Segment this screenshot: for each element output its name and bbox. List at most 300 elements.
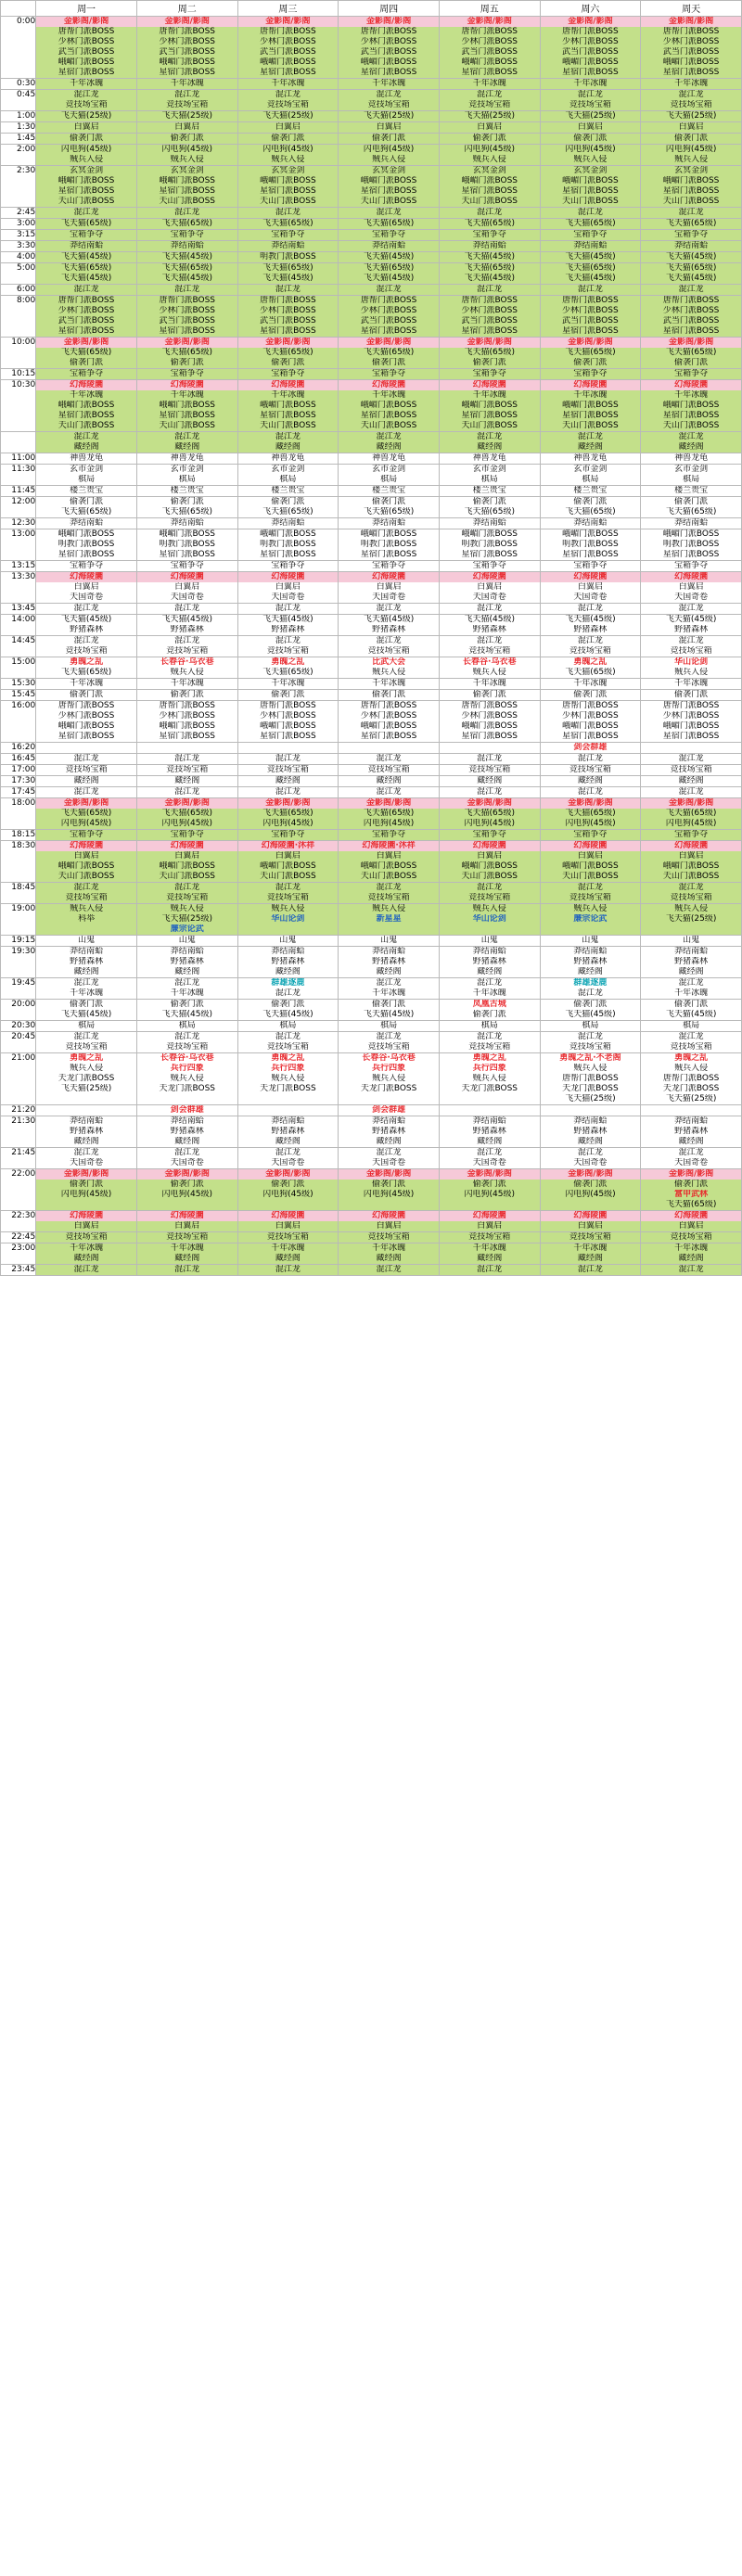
schedule-cell [36,497,137,518]
event-label: 混江龙 [376,883,402,892]
schedule-cell [237,369,339,380]
table-row [1,657,742,679]
event-label: 飞天猫(65级) [262,348,313,357]
event-label: 偷袭门派 [472,358,506,367]
schedule-cell [339,657,440,679]
schedule-cell [136,1105,237,1116]
event-label: 混江龙 [678,1148,704,1157]
schedule-cell [36,1148,137,1169]
event-label: 幻海陵圜 [339,572,439,582]
event-label: 峨嵋门派BOSS [360,401,417,410]
event-label: 少林门派BOSS [562,711,619,721]
event-label: 明教门派BOSS [260,252,316,261]
event-label: 混江龙 [73,978,99,988]
event-label: 峨嵋门派BOSS [662,176,720,185]
schedule-cell [136,604,237,615]
event-label [36,743,136,753]
schedule-cell [641,615,742,636]
schedule-cell [237,17,339,79]
schedule-cell [540,219,641,230]
event-label: 金影阁/影阁 [541,1169,641,1180]
schedule-cell [237,561,339,572]
schedule-cell [136,978,237,1000]
event-label: 金影阁/影阁 [137,1169,237,1180]
event-label: 棋局 [78,475,96,484]
schedule-cell [136,754,237,765]
event-label: 飞天猫(45级) [262,615,313,624]
event-label: 飞天猫(45级) [363,274,415,283]
schedule-cell [641,285,742,296]
event-label: 峨嵋门派BOSS [662,721,720,731]
event-label: 竞技场宝箱 [65,1232,108,1242]
event-label: 金影阁/影阁 [36,1169,136,1180]
event-label: 混江龙 [174,604,200,613]
schedule-cell [339,1265,440,1276]
schedule-cell [439,145,540,166]
event-label: 少林门派BOSS [159,711,215,721]
event-label: 混江龙 [577,1265,603,1274]
event-label: 贼兵入侵 [472,1074,506,1083]
event-label: 天山门派BOSS [461,872,518,881]
table-row [1,529,742,561]
event-label: 唐帮门派BOSS [662,27,720,36]
event-label: 混江龙 [174,754,200,763]
event-label: 星宿门派BOSS [562,411,619,420]
schedule-cell [339,111,440,122]
schedule-cell [36,1032,137,1053]
event-label: 莽结南蛤 [70,518,104,528]
time-label: 0:30 [1,79,36,90]
schedule-cell [540,701,641,743]
schedule-cell [641,636,742,657]
event-label: 飞天猫(65级) [60,809,112,818]
event-label: 唐帮门派BOSS [159,27,215,36]
event-label: 藏经阁 [174,776,200,785]
schedule-cell [36,657,137,679]
schedule-cell [641,1021,742,1032]
event-label: 竞技场宝箱 [65,1042,108,1052]
schedule-cell [237,380,339,432]
table-row [1,338,742,369]
table-row [1,453,742,465]
event-label: 偷袭门派 [573,358,608,367]
event-label: 贼兵入侵 [70,904,104,913]
schedule-cell [36,219,137,230]
event-label: 宝箱争夺 [573,830,608,839]
time-label: 16:45 [1,754,36,765]
event-label: 千年冰魄 [372,1243,406,1253]
event-label: 混江龙 [477,90,503,99]
time-label: 2:30 [1,166,36,208]
schedule-cell [339,679,440,690]
event-label: 混江龙 [477,636,503,645]
event-label: 宝箱争夺 [674,561,709,570]
event-label: 少林门派BOSS [662,37,720,46]
event-label: 幻海陵圜 [541,380,641,390]
schedule-cell [237,830,339,841]
schedule-cell [237,765,339,776]
schedule-cell [36,615,137,636]
event-label: 竞技场宝箱 [266,765,309,774]
event-label: 偷袭门派 [472,1010,506,1019]
event-label: 峨嵋门派BOSS [662,401,720,410]
schedule-cell [237,1105,339,1116]
event-label: 唐帮门派BOSS [260,701,316,710]
schedule-cell [339,122,440,134]
event-label: 莽结南蛤 [573,947,608,956]
event-label: 神兽龙龟 [472,453,506,463]
schedule-cell [36,230,137,241]
schedule-cell [237,166,339,208]
schedule-cell [237,947,339,978]
schedule-cell [339,465,440,486]
event-label: 勇魄之乱·不老阁 [559,1053,621,1063]
event-label: 混江龙 [577,883,603,892]
event-label: 天山门派BOSS [159,872,215,881]
event-label: 千年冰魄 [70,679,104,688]
schedule-cell [136,380,237,432]
event-label: 玄市金剑 [170,465,204,474]
event-label: 混江龙 [477,1265,503,1274]
schedule-cell [339,208,440,219]
event-label: 闪电狗(45级) [161,1190,212,1199]
schedule-cell [339,690,440,701]
schedule-cell [339,1232,440,1243]
event-label: 偷袭门派 [70,1000,104,1009]
event-label: 长春谷·乌衣巷 [160,657,214,667]
event-label: 混江龙 [678,754,704,763]
event-label: 混江龙 [678,636,704,645]
event-label: 莽结南蛤 [271,518,305,528]
event-label: 玄市金剑 [472,465,506,474]
time-label: 6:00 [1,285,36,296]
event-label: 棋局 [178,1021,196,1030]
event-label: 千年冰魄 [372,988,406,998]
schedule-cell [136,561,237,572]
event-label: 唐帮门派BOSS [562,296,619,305]
event-label: 少林门派BOSS [360,37,417,46]
event-label: 混江龙 [678,787,704,797]
schedule-cell [540,936,641,947]
time-label: 21:00 [1,1053,36,1105]
schedule-cell [339,787,440,798]
event-label: 混江龙 [678,90,704,99]
event-label: 神兽龙龟 [674,453,709,463]
event-label: 混江龙 [275,883,301,892]
schedule-cell [540,947,641,978]
event-label: 武当门派BOSS [461,316,518,325]
event-label: 莽结南蛤 [70,1116,104,1126]
event-label: 混江龙 [577,208,603,217]
schedule-cell [36,841,137,883]
schedule-cell [237,1053,339,1105]
schedule-cell [339,145,440,166]
event-label: 山鬼 [582,936,599,945]
event-label: 峨嵋门派BOSS [159,861,215,871]
event-label [238,1105,339,1116]
event-label: 飞天猫(45级) [464,274,515,283]
event-label: 混江龙 [577,754,603,763]
event-label: 星宿门派BOSS [360,68,417,77]
event-label: 竞技场宝箱 [468,1042,511,1052]
event-label: 飞天猫(65级) [363,263,415,273]
event-label: 飞天猫(65级) [565,263,616,273]
table-row [1,241,742,252]
table-row [1,572,742,604]
event-label: 星宿门派BOSS [461,732,518,741]
event-label: 新星星 [376,914,402,924]
event-label: 少林门派BOSS [58,306,115,315]
time-label: 4:00 [1,252,36,263]
event-label: 明教门派BOSS [461,540,518,549]
schedule-cell [641,830,742,841]
schedule-cell [540,208,641,219]
event-label: 飞天猫(25级) [161,111,212,121]
event-label: 野猪森林 [170,957,204,966]
event-label: 偷袭门派 [271,134,305,143]
schedule-cell [540,111,641,122]
event-label: 混江龙 [577,604,603,613]
schedule-cell [540,263,641,285]
event-label: 藏经阁 [275,776,301,785]
event-label: 白翼启 [174,851,200,861]
table-row [1,776,742,787]
event-label: 峨嵋门派BOSS [260,401,316,410]
event-label: 飞天猫(25级) [565,111,616,121]
event-label: 天龙门派BOSS [260,1084,316,1093]
event-label: 天山门派BOSS [662,421,720,430]
time-label: 19:00 [1,904,36,936]
schedule-cell [641,743,742,754]
schedule-cell [439,754,540,765]
event-label: 明教门派BOSS [159,540,215,549]
event-label: 星宿门派BOSS [58,411,115,420]
schedule-cell [339,369,440,380]
event-label: 天山门派BOSS [662,197,720,206]
event-label: 棋局 [78,1021,96,1030]
schedule-cell [237,111,339,122]
schedule-cell [136,936,237,947]
event-label: 峨嵋门派BOSS [360,861,417,871]
schedule-cell [237,743,339,754]
event-label: 星宿门派BOSS [58,68,115,77]
schedule-cell [36,636,137,657]
event-label: 白翼启 [73,851,99,861]
event-label: 飞天猫(45级) [262,274,313,283]
time-label: 18:15 [1,830,36,841]
event-label: 混江龙 [73,1148,99,1157]
event-label: 野猪森林 [573,957,608,966]
event-label [238,743,339,753]
schedule-cell [641,1032,742,1053]
schedule-cell [439,615,540,636]
schedule-cell [36,432,137,453]
schedule-cell [439,1116,540,1148]
time-label: 8:00 [1,296,36,338]
event-label: 千年冰魄 [372,390,406,400]
time-label: 17:00 [1,765,36,776]
event-label: 飞天猫(25级) [464,111,515,121]
header-day-4: 周五 [439,1,540,17]
event-label: 混江龙 [376,1032,402,1041]
schedule-cell [540,134,641,145]
event-label: 宝箱争夺 [271,561,305,570]
schedule-cell [136,111,237,122]
schedule-cell [339,497,440,518]
event-label: 天山门派BOSS [58,421,115,430]
schedule-cell [540,529,641,561]
event-label: 天山门派BOSS [360,421,417,430]
event-label: 混江龙 [376,90,402,99]
schedule-cell [641,1232,742,1243]
event-label: 星宿门派BOSS [159,550,215,559]
event-label: 比武大会 [372,657,406,667]
table-row [1,615,742,636]
event-label: 混江龙 [275,988,301,998]
header-day-5: 周六 [540,1,641,17]
schedule-cell [339,776,440,787]
event-label: 唐帮门派BOSS [461,27,518,36]
event-label: 勇魄之乱 [472,1053,506,1063]
event-label: 千年冰魄 [472,79,506,88]
time-label: 19:30 [1,947,36,978]
event-label: 飞天猫(65级) [262,507,313,516]
schedule-cell [237,263,339,285]
table-row [1,252,742,263]
event-label: 星宿门派BOSS [562,550,619,559]
event-label: 贼兵入侵 [372,1074,406,1083]
event-label: 混江龙 [275,787,301,797]
schedule-cell [540,572,641,604]
event-label: 星宿门派BOSS [260,550,316,559]
schedule-cell [439,690,540,701]
event-label: 金影阁/影阁 [440,17,540,27]
event-label: 峨嵋门派BOSS [662,861,720,871]
event-label: 星宿门派BOSS [159,186,215,196]
event-label: 飞天猫(45级) [565,1010,616,1019]
event-label: 星宿门派BOSS [360,411,417,420]
event-label: 混江龙 [577,90,603,99]
schedule-cell [641,765,742,776]
event-label: 千年冰魄 [674,390,709,400]
event-label: 藏经阁 [174,967,200,976]
schedule-cell [237,497,339,518]
schedule-cell [439,1105,540,1116]
schedule-cell [136,497,237,518]
event-label: 明教门派BOSS [562,540,619,549]
schedule-cell [339,1116,440,1148]
schedule-cell [36,529,137,561]
event-label: 藏经阁 [174,442,200,452]
event-label: 少林门派BOSS [159,306,215,315]
event-label: 飞天猫(65级) [60,219,112,228]
event-label: 莽结南蛤 [170,947,204,956]
schedule-cell [136,1148,237,1169]
event-label: 白翼启 [174,1221,200,1231]
event-label: 天国奇卷 [70,1158,104,1167]
schedule-cell [136,830,237,841]
event-label: 飞天猫(45级) [363,252,415,261]
event-label: 飞天猫(65级) [665,809,717,818]
event-label: 贼兵入侵 [271,155,305,164]
event-label: 白翼启 [73,582,99,592]
schedule-cell [36,241,137,252]
event-label: 金影阁/影阁 [137,338,237,348]
schedule-cell [36,486,137,497]
event-label: 星宿门派BOSS [461,550,518,559]
event-label: 飞天猫(25级) [262,111,313,121]
schedule-table [0,0,742,1276]
event-label: 星宿门派BOSS [260,732,316,741]
event-label: 混江龙 [174,285,200,294]
schedule-cell [136,1265,237,1276]
event-label: 峨嵋门派BOSS [662,57,720,67]
event-label: 野猪森林 [372,1127,406,1136]
event-label: 莽结南蛤 [372,241,406,250]
schedule-cell [339,453,440,465]
schedule-cell [237,219,339,230]
schedule-cell [237,1232,339,1243]
event-label: 唐帮门派BOSS [461,701,518,710]
table-row [1,111,742,122]
event-label: 飞天猫(45级) [464,252,515,261]
schedule-cell [237,776,339,787]
event-label: 藏经阁 [376,1254,402,1263]
schedule-cell [540,754,641,765]
event-label: 楼兰贵宝 [674,486,709,495]
time-label: 13:30 [1,572,36,604]
schedule-cell [36,679,137,690]
schedule-cell [237,296,339,338]
event-label: 飞天猫(65级) [565,809,616,818]
event-label: 野猪森林 [271,957,305,966]
event-label: 飞天猫(25级) [665,1094,717,1103]
table-row [1,432,742,453]
table-row [1,604,742,615]
header-day-2: 周三 [237,1,339,17]
event-label: 莽结南蛤 [573,518,608,528]
time-label: 5:00 [1,263,36,285]
event-label: 混江龙 [376,208,402,217]
event-label: 混江龙 [678,208,704,217]
event-label: 群雄逐鹿 [271,978,305,988]
event-label: 星宿门派BOSS [360,326,417,336]
event-label: 星宿门派BOSS [159,326,215,336]
event-label: 天国奇卷 [573,593,608,602]
event-label: 竞技场宝箱 [569,765,611,774]
event-label: 混江龙 [73,1032,99,1041]
event-label: 混江龙 [174,90,200,99]
event-label: 闪电狗(45级) [262,819,313,828]
event-label: 飞天猫(65级) [565,507,616,516]
event-label: 峨嵋门派BOSS [260,176,316,185]
event-label: 飞天猫(65级) [565,668,616,677]
schedule-cell [540,830,641,841]
event-label: 棋局 [683,475,700,484]
event-label: 莽结南蛤 [271,1116,305,1126]
schedule-cell [339,798,440,830]
event-label: 闪电狗(45级) [262,1190,313,1199]
schedule-cell [36,572,137,604]
schedule-cell [540,743,641,754]
event-label: 白翼启 [477,851,503,861]
event-label: 幻海陵圜 [440,841,540,851]
event-label: 混江龙 [174,978,200,988]
schedule-cell [641,701,742,743]
event-label: 宝箱争夺 [70,230,104,239]
event-label: 神兽龙龟 [271,453,305,463]
event-label: 混江龙 [477,1148,503,1157]
